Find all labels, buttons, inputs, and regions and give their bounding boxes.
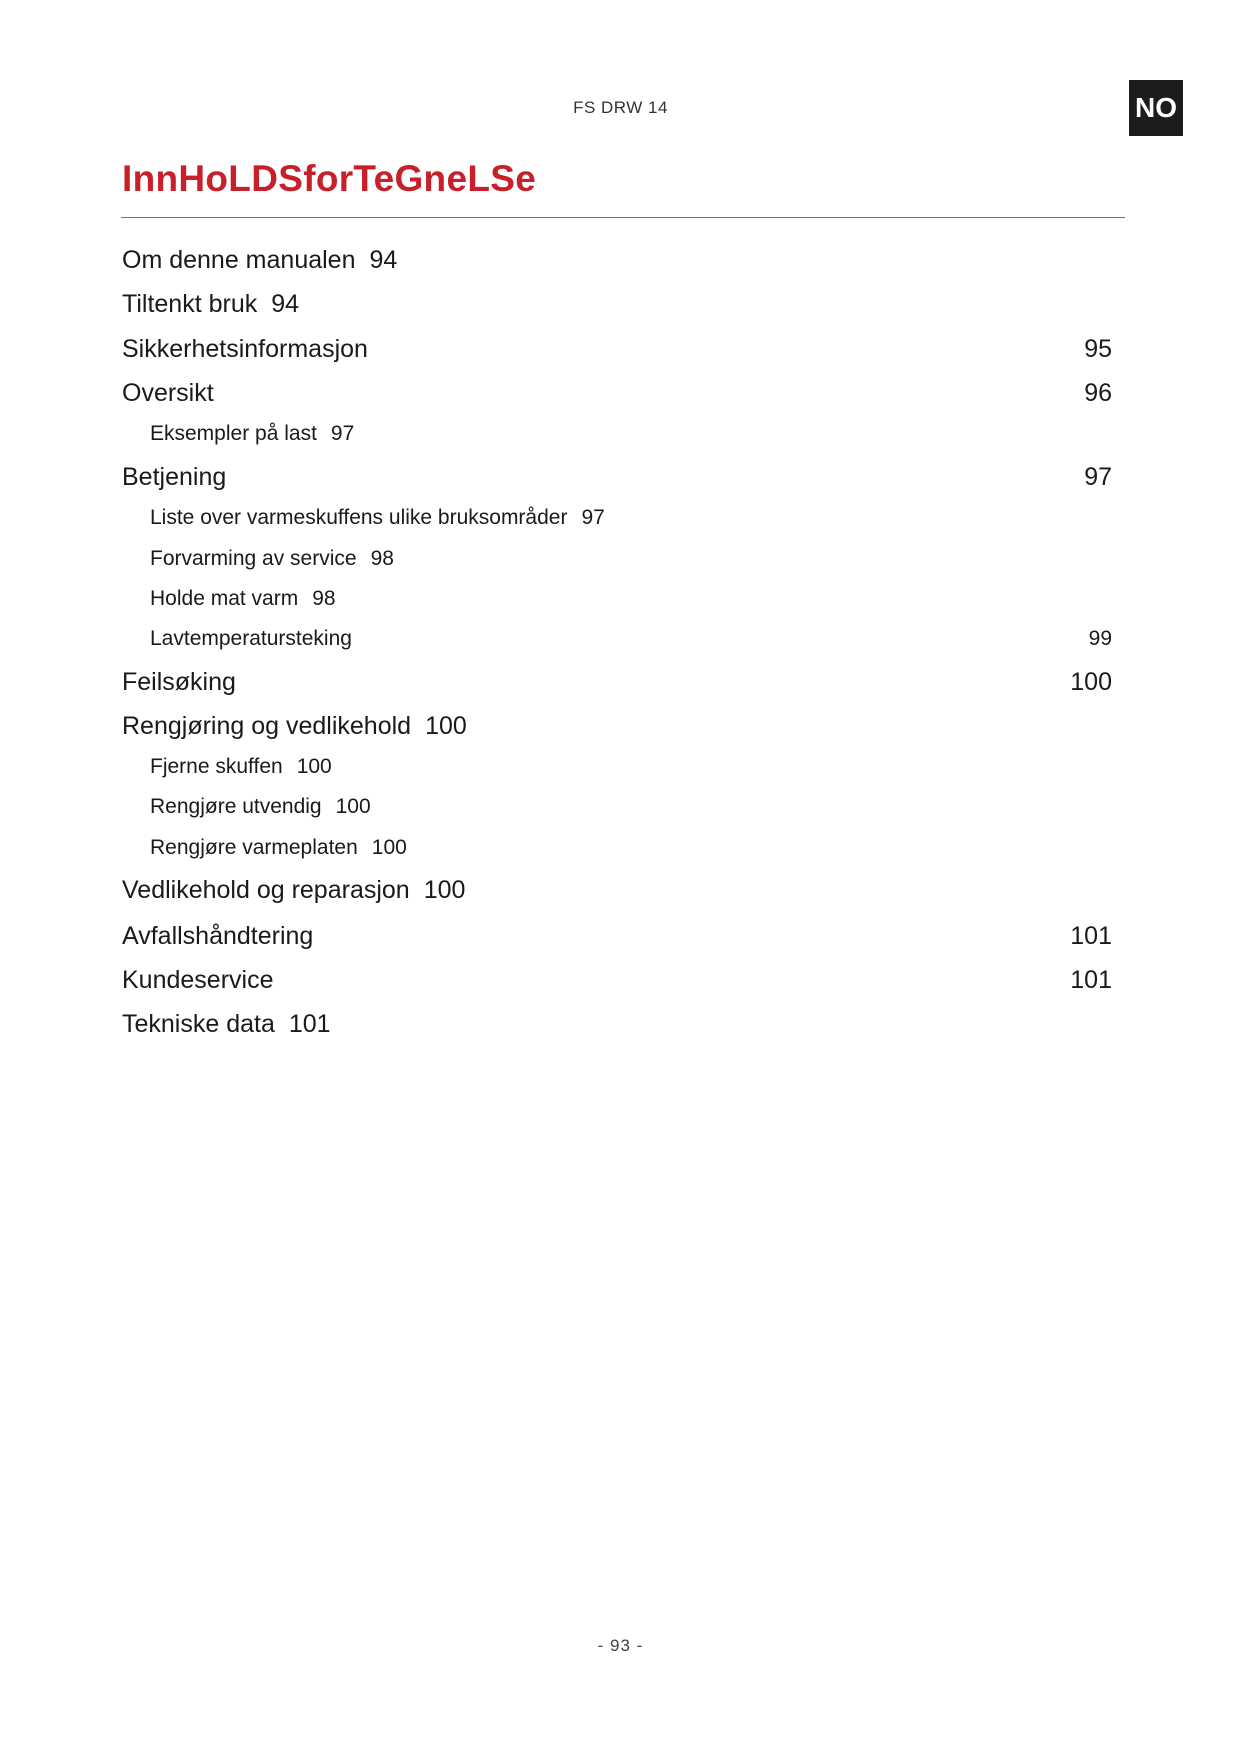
toc-entry[interactable]	[122, 539, 1112, 579]
toc-entry[interactable]	[122, 1004, 1112, 1044]
toc-entry[interactable]	[122, 329, 1112, 369]
toc-entry-page: 100	[296, 755, 332, 778]
toc-entry-text: Rengjøring og vedlikehold	[122, 712, 412, 740]
toc-entry[interactable]	[122, 828, 1112, 868]
toc-entry-title	[122, 329, 368, 369]
toc-entry-text: Avfallshåndtering	[122, 922, 314, 950]
toc-entry-page: 97	[330, 422, 355, 445]
toc-entry-title	[122, 960, 273, 1000]
toc-entry[interactable]	[122, 457, 1112, 497]
toc-title: InnHoLDSforTeGneLSe	[122, 158, 537, 199]
language-badge: NO	[1129, 80, 1183, 136]
toc-entry-text: Liste over varmeskuffens ulike bruksområder	[150, 506, 568, 529]
toc-entry[interactable]	[122, 747, 1112, 787]
toc-entry-title	[150, 498, 605, 538]
toc-entry-page: 97	[581, 506, 605, 529]
toc-entry-text: Om denne manualen	[122, 246, 356, 274]
toc-entry-title	[122, 240, 397, 280]
toc-entry[interactable]	[122, 787, 1112, 827]
toc-entry-title	[150, 787, 371, 827]
toc-entry-text: Feilsøking	[122, 668, 236, 696]
toc-entry-page: 100	[371, 836, 407, 859]
toc-entry-title	[150, 619, 352, 659]
toc-entry-title	[150, 828, 407, 868]
toc-entry[interactable]	[122, 240, 1112, 280]
toc-entry-page: 94	[271, 290, 300, 318]
toc-entry-title	[150, 539, 394, 579]
toc-entry-text: Kundeservice	[122, 966, 274, 994]
toc-entry-page: 98	[312, 587, 336, 610]
toc-entry-title	[122, 457, 226, 497]
toc-entry-title	[122, 373, 214, 413]
page-number: - 93 -	[597, 1636, 644, 1655]
toc-entry-page: 96	[1084, 379, 1112, 407]
toc-entry[interactable]	[122, 373, 1112, 413]
toc-entry-page: 100	[425, 712, 467, 740]
toc-entry-title	[150, 747, 332, 787]
toc-entry-text: Sikkerhetsinformasjon	[122, 335, 368, 363]
document-code: FS DRW 14	[573, 98, 668, 117]
toc-entry-text: Eksempler på last	[150, 422, 317, 445]
toc-entry[interactable]	[122, 662, 1112, 702]
toc-entry-page: 101	[1070, 922, 1112, 950]
toc-entry-title	[150, 414, 354, 454]
toc-entry-text: Rengjøre varmeplaten	[150, 836, 358, 859]
toc-entry-text: Oversikt	[122, 379, 214, 407]
toc-entry-page: 99	[1088, 627, 1112, 650]
toc-entry-title	[122, 1004, 331, 1044]
toc-entry[interactable]	[122, 706, 1112, 746]
toc-entry-page: 98	[370, 547, 394, 570]
toc-entry-title	[122, 662, 236, 702]
toc-entry-text: Tiltenkt bruk	[122, 290, 258, 318]
toc-entry-text: Rengjøre utvendig	[150, 795, 322, 818]
toc-entry[interactable]	[122, 916, 1112, 956]
toc-entry[interactable]	[122, 579, 1112, 619]
toc-entry-page: 101	[1070, 966, 1112, 994]
toc-entry-page: 100	[1070, 668, 1112, 696]
toc-entry[interactable]	[122, 619, 1112, 659]
toc-entry-text: Lavtemperatursteking	[150, 627, 352, 650]
toc-entry-title	[150, 579, 336, 619]
toc-entry[interactable]	[122, 960, 1112, 1000]
toc-entry-page: 101	[288, 1010, 331, 1038]
toc-entry-title	[122, 284, 299, 324]
toc-entry-page: 95	[1084, 335, 1112, 363]
toc-entry[interactable]	[122, 870, 1112, 910]
toc-entry[interactable]	[122, 284, 1112, 324]
title-divider	[121, 217, 1125, 218]
toc-entry-text: Holde mat varm	[150, 587, 299, 610]
toc-entry-text: Vedlikehold og reparasjon	[122, 876, 410, 904]
toc-entry-text: Forvarming av service	[150, 547, 357, 570]
toc-entry-page: 97	[1084, 463, 1112, 491]
toc-entry-page: 100	[423, 876, 466, 904]
toc-entry[interactable]	[122, 414, 1112, 454]
toc-entry[interactable]	[122, 498, 1112, 538]
toc-entry-page: 100	[335, 795, 371, 818]
toc-entry-title	[122, 706, 467, 746]
toc-entry-text: Tekniske data	[122, 1010, 275, 1038]
toc-entry-page: 94	[369, 246, 398, 274]
toc-entry-text: Fjerne skuffen	[150, 755, 283, 778]
toc-entry-text: Betjening	[122, 463, 227, 491]
toc-entry-title	[122, 870, 465, 910]
toc-entry-title	[122, 916, 313, 956]
